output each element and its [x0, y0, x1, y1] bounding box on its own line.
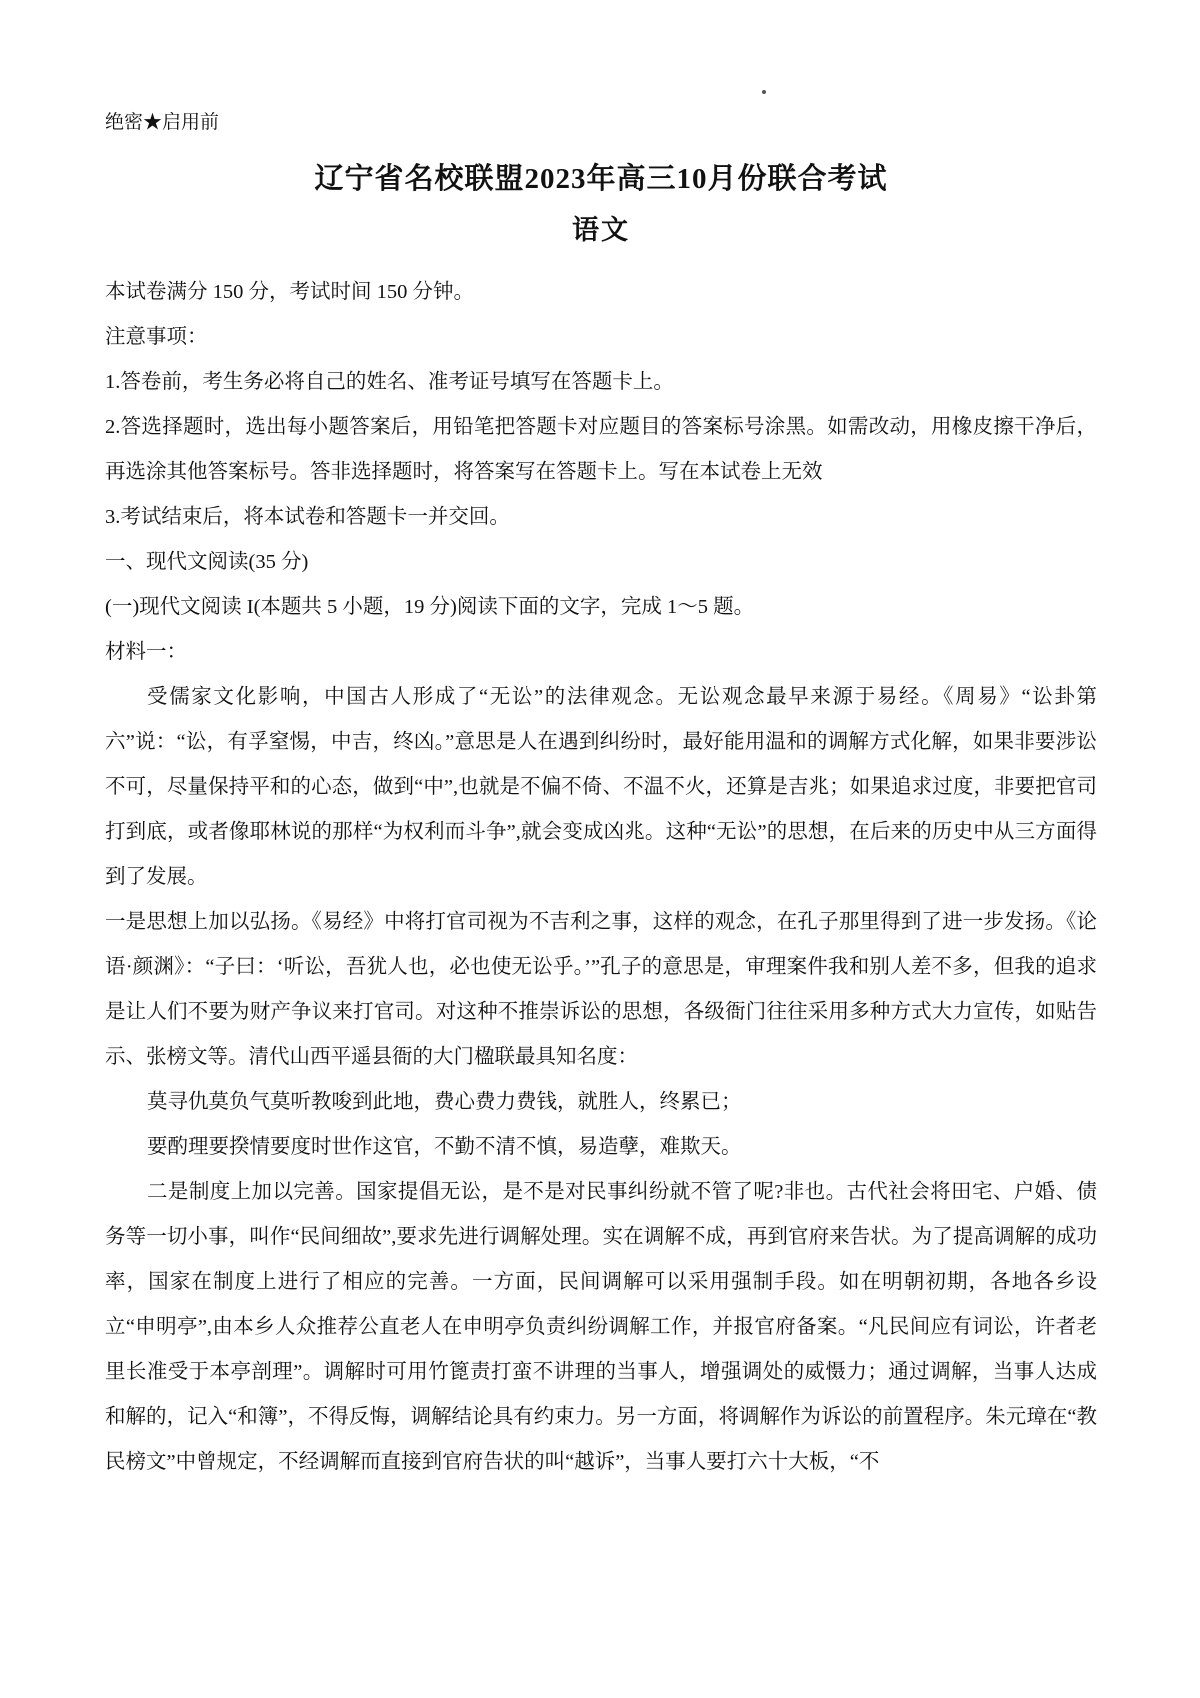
stray-mark-dot — [762, 90, 766, 94]
material-paragraph-1: 受儒家文化影响，中国古人形成了“无讼”的法律观念。无讼观念最早来源于易经。《周易》“讼卦第六”说：“讼，有孚窒惕，中吉，终凶。”意思是人在遇到纠纷时，最好能用温和的调解方式化解，如果非要涉讼不可，尽量保持平和的心态，做到“中”,也就是不偏不倚、不温不火，还算是吉兆；如果追求过度，非要把官司打到底，或者像耶林说的那样“为权利而斗争”,就会变成凶兆。这种“无讼”的思想，在后来的历史中从三方面得到了发展。 — [105, 686, 1097, 888]
page-content — [105, 108, 1097, 1485]
couplet-line-1: 莫寻仇莫负气莫听教唆到此地，费心费力费钱，就胜人，终累已； — [147, 1091, 742, 1113]
exam-title: 辽宁省名校联盟2023年高三10月份联合考试 — [314, 163, 888, 195]
notice-heading: 注意事项： — [105, 326, 208, 348]
subsection-heading: (一)现代文阅读 I(本题共 5 小题，19 分)阅读下面的文字，完成 1～5 题。 — [105, 596, 755, 618]
exam-subject: 语文 — [572, 215, 630, 245]
material-paragraph-2: 一是思想上加以弘扬。《易经》中将打官司视为不吉利之事，这样的观念，在孔子那里得到了进一步发扬。《论语·颜渊》：“子曰：‘听讼，吾犹人也，必也使无讼乎。’”孔子的意思是，审理案件我和别人差不多，但我的追求是让人们不要为财产争议来打官司。对这种不推崇诉讼的思想，各级衙门往往采用多种方式大力宣传，如贴告示、张榜文等。清代山西平遥县衙的大门楹联最具知名度： — [105, 911, 1097, 1068]
classification-label: 绝密★启用前 — [105, 112, 220, 133]
notice-item-3: 3.考试结束后，将本试卷和答题卡一并交回。 — [105, 506, 510, 528]
material-label: 材料一： — [105, 641, 187, 663]
notice-item-2: 2.答选择题时，选出每小题答案后，用铅笔把答题卡对应题目的答案标号涂黑。如需改动，用橡皮擦干净后，再选涂其他答案标号。答非选择题时，将答案写在答题卡上。写在本试卷上无效 — [105, 416, 1097, 483]
section-heading: 一、现代文阅读(35 分) — [105, 551, 309, 573]
couplet-line-2: 要酌理要揆情要度时世作这官，不勤不清不慎，易造孽，难欺天。 — [147, 1136, 742, 1158]
notice-item-1: 1.答卷前，考生务必将自己的姓名、准考证号填写在答题卡上。 — [105, 371, 674, 393]
exam-info: 本试卷满分 150 分，考试时间 150 分钟。 — [105, 281, 474, 303]
material-paragraph-3: 二是制度上加以完善。国家提倡无讼，是不是对民事纠纷就不管了呢?非也。古代社会将田宅、户婚、债务等一切小事，叫作“民间细故”,要求先进行调解处理。实在调解不成，再到官府来告状。为了提高调解的成功率，国家在制度上进行了相应的完善。一方面，民间调解可以采用强制手段。如在明朝初期，各地各乡设立“申明亭”,由本乡人众推荐公直老人在申明亭负责纠纷调解工作，并报官府备案。“凡民间应有词讼，许者老里长准受于本亭剖理”。调解时可用竹篦责打蛮不讲理的当事人，增强调处的威慑力；通过调解，当事人达成和解的，记入“和簿”，不得反悔，调解结论具有约束力。另一方面，将调解作为诉讼的前置程序。朱元璋在“教民榜文”中曾规定，不经调解而直接到官府告状的叫“越诉”，当事人要打六十大板，“不 — [105, 1181, 1097, 1473]
